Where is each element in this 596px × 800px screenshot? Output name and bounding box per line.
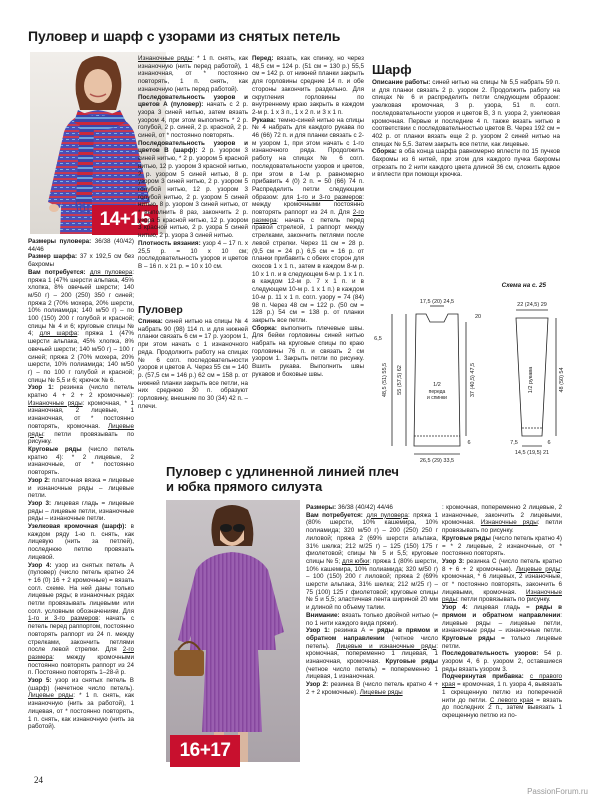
text-run: Изнаночные ряды — [442, 588, 562, 604]
text-run: Вам потребуется: — [306, 511, 367, 519]
text-run: Внимание: — [306, 611, 342, 619]
text-run: : между кромочными постоянно повторять раппорт из 24 п. Постоянно повторять 1–28-й р. — [28, 653, 134, 677]
text-run: Узор 1: — [306, 627, 334, 635]
text-run: (число петель кратно 4): * 2 лицевые, 2 изнаночные, от * постоянно повторять. — [28, 445, 134, 477]
patterns-column — [138, 55, 248, 303]
text-run: : петли провязывать по рисунку. — [457, 596, 551, 604]
text-run: Размеры пуловера: — [28, 238, 95, 245]
text-run: Лицевые ряды — [28, 692, 74, 700]
text-run: Спинка: — [138, 318, 166, 325]
dim-top-neck: 17,5 (20) 24,5 — [419, 299, 455, 305]
dim-bottom-front: 26,5 (29) 33,5 — [419, 458, 455, 464]
text-run: (четное число петель) = попеременно 1 лицевая, 1 изнаночная. — [306, 665, 438, 681]
text-run: синей нитью на спицы № 4 набрать 90 (98) 114 п. и для нижней планки связать 6 см = 17 р. узором 1, при этом начать с 1 изнаночного ряда. Продолжить работу на спицах № 6 согл. последовательности узоров и цветов А. Через 55 см = 140 р. (57,5 см = 146 р.) 62 см = 158 р. от нижней планки закрыть все петли, на них среднюю 30 п. образуют горловину, внешние по 30 (34) 42 п. – плечи. — [138, 318, 248, 410]
text-run: С левого края — [489, 696, 534, 704]
text-run: : кромочная, попеременно 2 лицевые, 2 изнаночные, закончить 2 лицевыми, кромочная. — [442, 504, 562, 527]
article2-title-line2: и юбка прямого силуэта — [166, 479, 323, 494]
text-run: : лицевые ряды – лицевые петли, изнаночные ряды – изнаночные петли. — [442, 611, 562, 635]
schema-caption: Схема на с. 25 — [501, 282, 546, 289]
text-run: для юбки — [341, 557, 370, 565]
text-run: Узелковая кромочная (шарф): — [28, 523, 131, 531]
text-run: : кромочная, * 1 изнаночная, 2 лицевые, 1 изнаночная, от * постоянно повторять, кромочная. — [28, 399, 134, 430]
text-run: : пряжа 1 (80% шерсти, 10% кашемира, 10% полиамида; 320 м/50 г) – 100 (150) 200 г лиловой; пряжа 2 (69% шерсти альпака, 31% шелка; 212 м/25 г) – 75 (100) 125 г фиолетовой; круговые спицы № 5 и 5,5; эластичная лента шириной 20 мм и длиной по объему талии. — [306, 557, 439, 612]
text-run: Узор 4: — [28, 561, 56, 569]
text-run: ряды в прямом и обратном направлении — [442, 604, 562, 619]
text-run: : петли провязывать по рисунку. — [28, 430, 134, 446]
text-run: Вам потребуется: — [28, 268, 90, 276]
text-run: для шарфа — [39, 330, 78, 338]
text-run: Лицевые ряды — [359, 688, 403, 696]
text-run: : между кромочными постоянно повторять раппорт из 24 п. Для — [252, 193, 364, 217]
scarf-heading: Шарф — [372, 62, 412, 77]
dim-sleeve-hem: 6 — [547, 440, 551, 446]
text-run: выполнить плечевые швы. Для бейки горловины синей нитью набрать на круговые спицы по краю горловины 76 п. и связать 2 см узором 1. Закрыть петли по рисунку. Вшить рукава. Выполнить швы рукавов и боковые швы. — [252, 324, 364, 378]
dim-sleeve-bottom: 14,5 (19,5) 21 — [514, 450, 550, 456]
text-run: 36/38 (40/42) 44/46 — [28, 238, 134, 253]
text-run: (четное число петель). — [306, 634, 438, 650]
text-run: начать с 2 р. узора 3 синей нитью, затем вязать узором 4, при этом выполнять * 2 р. голубой, 2 р. синей, 2 р. красной, 2 р. синей, от * постоянно повторять. — [138, 101, 248, 140]
text-run: = кромочная, 1 п. узора 4, вывязать 1 скрещенную петлю из поперечной нити до петли. — [442, 681, 562, 704]
article2-patterns-column — [442, 504, 562, 766]
text-run: : * 1 п. снять, как изнаночную (нить перед работой), 1 изнаночная, от * постоянно повторять, 1 п. снять, как изнаночную (нить перед работой). — [138, 55, 249, 93]
text-run: вязать только двойной нитью (= по 1 нити каждого вида пряжи). — [306, 611, 438, 627]
text-run: Последовательность узоров и цветов А (пуловер): — [138, 93, 248, 109]
text-run: ряды в прямом и обратном направлении — [306, 627, 438, 642]
text-run: : начать с петель перед правой стрелкой, 1 раппорт между стрелками, закончить петлями после левой стрелки. Через 11 см = 28 р. (9,5 см = 24 р.) 6,5 см = 16 р. от планки прибавить с обеих сторон для скосов 1 х 1 п., затем в каждом 8-м р. 10 х 1 п. и в следующем 6-м р. 1 х 1 п. в каждом 12-м р. 7 х 1 п. и в следующем 10-м р. 1 х 1 п.) в каждом 10-м р. 11 х 1 п. согл. узору = 74 (84) 98 п. Через 48 см = 122 р. (50 см = 128 р.) 54 см = 138 р. от планки закрыть все петли. — [252, 216, 364, 324]
text-run: Рукава: — [252, 116, 278, 124]
text-run: резинка В (число петель кратно 4 + 2 + 2 кромочные). — [306, 681, 438, 696]
text-run: Изнаночные ряды — [28, 399, 83, 407]
text-run: Круговые ряды — [442, 534, 493, 542]
page-range-badge: 14+15 — [92, 205, 158, 235]
text-run: = вязать до последних 2 п., затем вывязать 1 скрещенную петлю из по- — [442, 696, 562, 719]
text-run: Плотность вязания: — [138, 239, 203, 247]
text-run: темно-синей нитью на спицы № 4 набрать для каждого рукава по 46 (66) 72 п. и для планки связать с 2-м узором 1, при этом начать с 1-го изнаночного ряда. Продолжить работу на спицах № 6 согл. последовательности узоров и цветов, при этом в 1-м р. равномерно прибавить 4 (0) 2 п. = 50 (66) 74 п. Распределить петли следующим образом: для — [252, 116, 365, 201]
front-back-label: 1/2 — [433, 382, 441, 388]
dim-hem: 6 — [467, 440, 471, 446]
text-run: 2-го размера — [252, 209, 364, 224]
model-photo-illustration-2 — [166, 500, 300, 762]
text-run: лицевая гладь = лицевые ряды – лицевые петли, изнаночные ряды – изнаночные петли. — [28, 499, 134, 523]
text-run: вязать, как спинку, но через 48,5 см = 124 р. (51 см = 130 р.) 55,5 см = 142 р. от нижней планки закрыть для горловины средние 14 п. и обе стороны закончить раздельно. Для скругления горловины по внутреннему краю закрыть в каждом 2-м р. 1 х 3 п., 1 х 2 п. и 3 х 1 п. — [252, 55, 364, 116]
text-run: Узор 3: — [28, 499, 55, 507]
dim-side-left: 6,5 — [374, 336, 382, 342]
watermark: PassionForum.ru — [527, 787, 588, 796]
text-run: Узор 3: — [442, 557, 467, 565]
text-run: Круговые ряды — [385, 658, 438, 666]
text-run: : начать с петель перед раппортом, постоянно повторять раппорт из 24 п. между стрелками, закончить петлями после левой стрелки. Для — [28, 615, 134, 654]
text-run: (число петель кратно 4) = * 2 лицевые, 2 изнаночные, от * постоянно повторять. — [442, 534, 562, 558]
sleeve-label: 1/2 рукава — [528, 366, 534, 394]
front-sleeves-column — [252, 55, 364, 450]
text-run: узор 4 – 17 п. x 25,5 р. = 10 х 10 см; последовательность узоров и цветов В – 16 п. x 21 р. = 10 х 10 см. — [138, 239, 248, 270]
text-run: в оба конца шарфа равномерно вплести по 15 пучков бахромы из 6 нитей, при этом для каждого пучка бахромы отрезать по 2 нити каждого цвета длиной 36 см, сложить вдвое и вплести при помощи крючка. — [372, 148, 561, 179]
text-run: : петли провязывать по рисунку. — [442, 519, 562, 535]
text-run: Узор 5: — [28, 677, 56, 685]
front-back-label-1: переда — [428, 389, 446, 395]
text-run: 54 р. узором 4, 6 р. узором 2, оставшиеся ряды вязать узором 3. — [442, 650, 562, 673]
text-run: узор из снятых петель В (шарф) (нечетное число петель). — [28, 677, 134, 692]
pattern-schematic — [366, 296, 566, 464]
text-run: резинка С (число петель кратно 8 + 6 + 2 кромочные). — [442, 557, 562, 573]
text-run: 2-го размера — [28, 646, 134, 661]
text-run: Сборка: — [372, 148, 399, 156]
text-run: = только лицевые петли. — [442, 634, 562, 650]
text-run: : пряжа 1 (47% шерсти альпака, 45% хлопка, 8% овечьей шерсти; 140 м/50 г) – 100 г синей; пряжа 2 (70% мохера, 20% шерсти, 10% полиамида; 140 м/50 г) – по 100 г голубой и красной; спицы № 5,5 и 6; крючок № 6. — [28, 330, 134, 384]
text-run: 37 х 192,5 см без бахромы — [28, 253, 134, 269]
text-run: : кромочная, попеременно 1 лицевая, 1 изнаночная, кромочная. — [306, 642, 438, 666]
text-run: Описание работы: — [372, 79, 433, 86]
dim-height-mid: 37 (40,5) 47,5 — [470, 362, 476, 398]
front-back-label-2: и спинки — [427, 395, 447, 401]
text-run: Изнаночные ряды — [480, 519, 538, 527]
text-run: с правого края — [442, 673, 562, 689]
pullover-skirt-photo — [166, 500, 300, 762]
text-run: резинка А = — [333, 627, 378, 635]
text-run: Подчеркнутая прибавка: — [442, 673, 530, 681]
scarf-column — [372, 79, 560, 279]
text-run: Изнаночные ряды — [138, 55, 193, 62]
text-run: резинка (число петель кратно 4 + 2 + 2 кромочные): — [28, 384, 134, 400]
article2-title-line1: Пуловер с удлиненной линией плеч — [166, 464, 399, 479]
text-run: для пуловера — [89, 268, 133, 276]
dim-height-front: 55 (57,5) 62 — [397, 365, 403, 395]
dim-top-side: 20 — [474, 314, 482, 320]
text-run: Узор 2: — [306, 681, 331, 689]
page-title: Пуловер и шарф с узорами из снятых петель — [28, 28, 341, 44]
text-run: 1-го и 3-го размеров — [296, 193, 363, 201]
text-run: Лицевые ряды — [515, 565, 561, 573]
text-run: синей нитью на спицы № 5,5 набрать 59 п. и для планки связать 2 р. узором 2. Продолжить работу на спицах № 6 и распределить петли следующим образом: узелковая кромочная, 3 р. узора, 51 п. согл. последовательности узоров и цветов В, 3 п. узора 2, узелковая кромочная. Первые и последние 4 п. также вязать нитью в соответствии с последовательностью цветов В. Через 192 см = 402 р. от планки вязать еще 2 р. узором 2 синей нитью на спицах № 5,5. Затем закрыть все петли, как лицевые. — [372, 79, 560, 148]
text-run: : пряжа 1 (47% шерсти альпака, 45% хлопка, 8% овечьей шерсти; 140 м/50 г) – 200 (250) 350 г синей; пряжа 2 (70% мохера, 20% шерсти, 10% полиамида; 140 м/50 г) – по 100 (150) 200 г голубой и красной; спицы № 4 и 6; круговые спицы № 4; — [28, 268, 134, 338]
text-run: 36/38 (40/42) 44/46 — [337, 504, 393, 511]
text-run: Последовательность узоров: — [442, 650, 545, 658]
materials-column — [28, 238, 134, 746]
back-instructions — [138, 318, 248, 450]
text-run: Последовательность узоров и цветов В (шарф): — [138, 139, 248, 155]
text-run: Размер шарфа: — [28, 253, 80, 261]
text-run: платочная вязка = лицевые и изнаночные ряды – лицевые петли. — [28, 476, 134, 500]
text-run: Сборка: — [252, 324, 281, 332]
text-run: Лицевые ряды — [28, 422, 134, 438]
dim-sleeve-top: 22 (24,5) 29 — [517, 302, 547, 308]
text-run: в каждом ряду 1-ю п. снять, как лицевую (нить за петлей), последнюю петлю провязать лицевой. — [28, 523, 134, 561]
text-run: Перед: — [252, 55, 277, 62]
text-run: Узор 4: — [442, 604, 474, 612]
page-range-badge-2: 16+17 — [170, 735, 240, 767]
text-run: Узор 2: — [28, 476, 53, 484]
text-run: для пуловера — [366, 511, 408, 519]
text-run: 1-го и 3-го размеров — [28, 615, 99, 623]
article2-materials-column — [306, 504, 438, 766]
front-back-piece-outline — [414, 314, 460, 446]
dim-sleeve-side: 7,5 — [510, 440, 518, 446]
text-run: Размеры: — [306, 504, 338, 511]
text-run: узор из снятых петель А (пуловер) (число петель кратно 24 + 16 (0) 16 + 2 кромочные) = вязать согл. схеме. На ней даны только лицевые ряды; в изнаночных рядах петли провязывать лицевыми или согл. условным обозначениям. Для — [28, 561, 134, 615]
text-run: лицевая гладь = — [473, 604, 536, 612]
dim-left-outer: 48,5 (51) 55,5 — [382, 362, 388, 398]
text-run: 2 р. узором 3 синей нитью, * 2 р. узором 5 красной нитью, 12 р. узором 3 красной нитью, 2 р. узором 5 синей нитью, 8 р. узором 3 синей нитью, 2 р. узором 5 голубой нитью, 12 р. узором 3 голубой нитью, 2 р. узором 5 синей нитью, 8 р. узором 3 синей нитью, от * выполнить 8 раз, закончить 2 р. узора 5 красной нитью, 12 р. узором 3 красной нитью, 2 р. узора 5 синей нитью, 2 р. узора 3 синей нитью. — [138, 147, 248, 240]
text-run: : кромочная, * 6 лицевых, 2 изнаночные, от * постоянно повторять, закончить 6 лицевыми, кромочная. — [442, 565, 562, 596]
text-run: Круговые ряды — [28, 445, 89, 453]
pullover-heading: Пуловер — [138, 304, 183, 316]
text-run: Лицевые и изнаночные ряды — [336, 642, 437, 650]
text-run: Узор 1: — [28, 384, 60, 392]
text-run: Круговые ряды — [442, 634, 502, 642]
text-run: : * 1 п. снять, как изнаночную (нить за работой), 1 лицевая, от * постоянно повторять, 1 п. снять, как изнаночную (нить за работой). — [28, 692, 134, 731]
page-number: 24 — [34, 775, 43, 785]
dim-sleeve-height: 48 (50) 54 — [559, 367, 565, 393]
text-run: : пряжа 1 (80% шерсти, 10% кашемира, 10% полиамида; 320 м/50 г) – 200 (250) 250 г лиловой; пряжа 2 (69% шерсти альпака, 31% шелка; 212 м/25 г) – 125 (150) 175 г фиолетовой; спицы № 5 и 5,5; круговые спицы № 5; — [306, 511, 438, 565]
